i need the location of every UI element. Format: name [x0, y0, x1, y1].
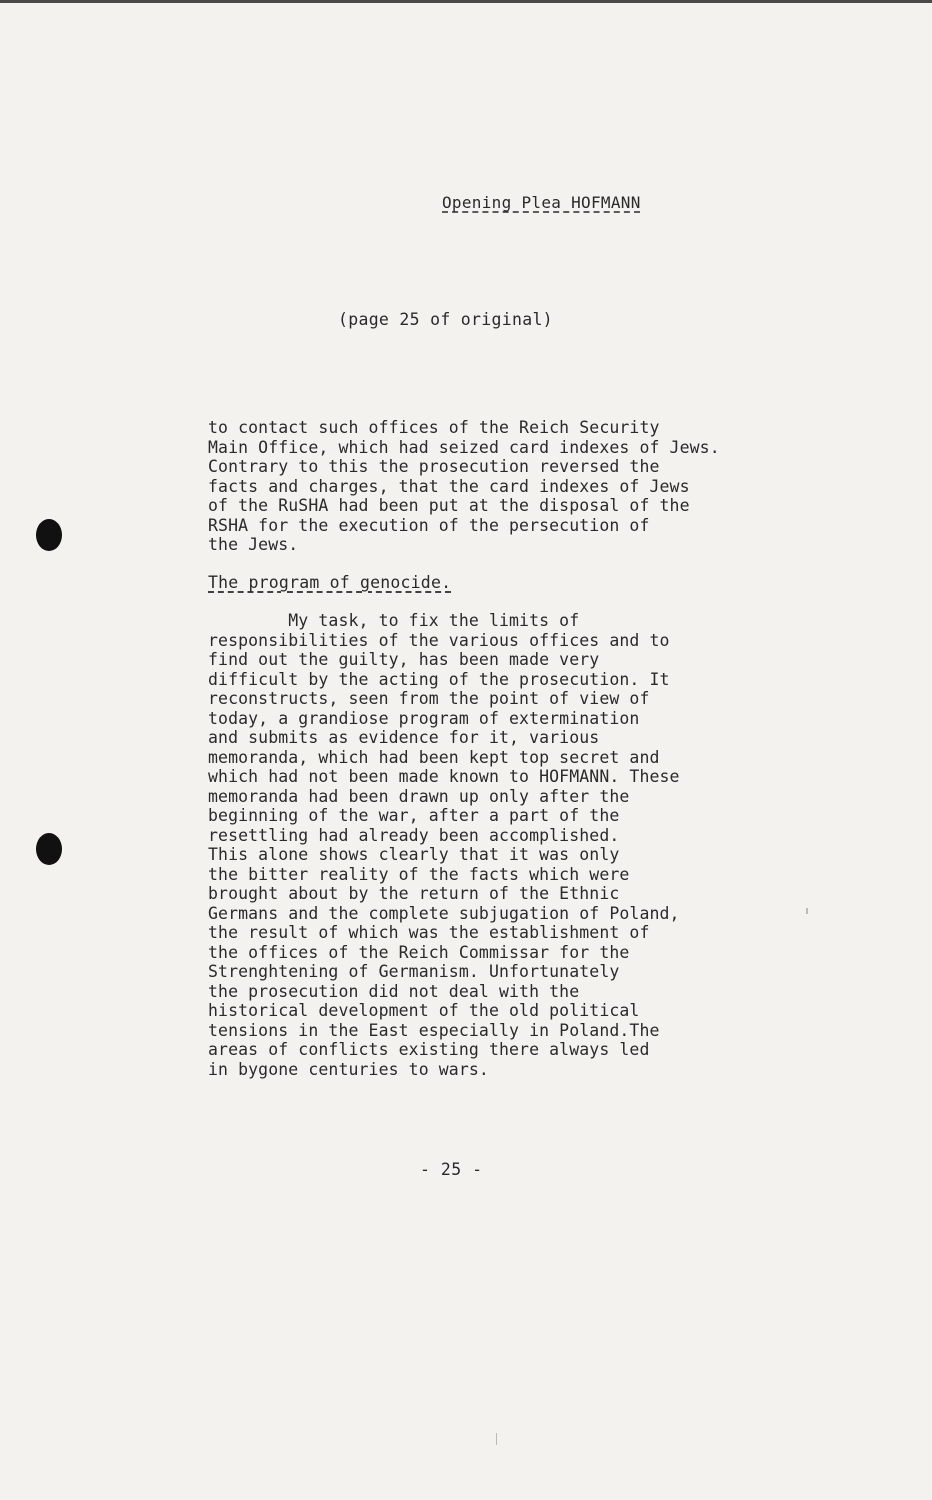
paper-speck [496, 1433, 497, 1445]
punch-hole [36, 519, 62, 551]
punch-hole [36, 833, 62, 865]
paper-speck [806, 908, 808, 914]
body-paragraph: to contact such offices of the Reich Security Main Office, which had seized card indexes of Jews. Contrary to this the prosecution reversed the facts and charges, that the card indexes of Jews of the RuSHA had been put at the disposal of the RSHA for the execution of the persecution of the Jews. [208, 418, 720, 554]
document-title: Opening Plea HOFMANN [442, 193, 641, 212]
page-number: - 25 - [420, 1160, 483, 1179]
body-paragraph: My task, to fix the limits of responsibilities of the various offices and to find out the guilty, has been made very difficult by the acting of the prosecution. It reconstructs, seen from the point of view of today, a grandiose program of extermination and submits as evidence for it, various memoranda, which had been kept top secret and which had not been made known to HOFMANN. These memoranda had been drawn up only after the beginning of the war, after a part of the resettling had already been accomplished. This alone shows clearly that it was only the bitter reality of the facts which were brought about by the return of the Ethnic Germans and the complete subjugation of Poland, the result of which was the establishment of the offices of the Reich Commissar for the Strenghtening of Germanism. Unfortunately the prosecution did not deal with the historical development of the old political tensions in the East especially in Poland.The areas of conflicts existing there always led in bygone centuries to wars. [208, 611, 680, 1079]
section-heading: The program of genocide. [208, 573, 452, 592]
page-reference: (page 25 of original) [338, 310, 553, 329]
